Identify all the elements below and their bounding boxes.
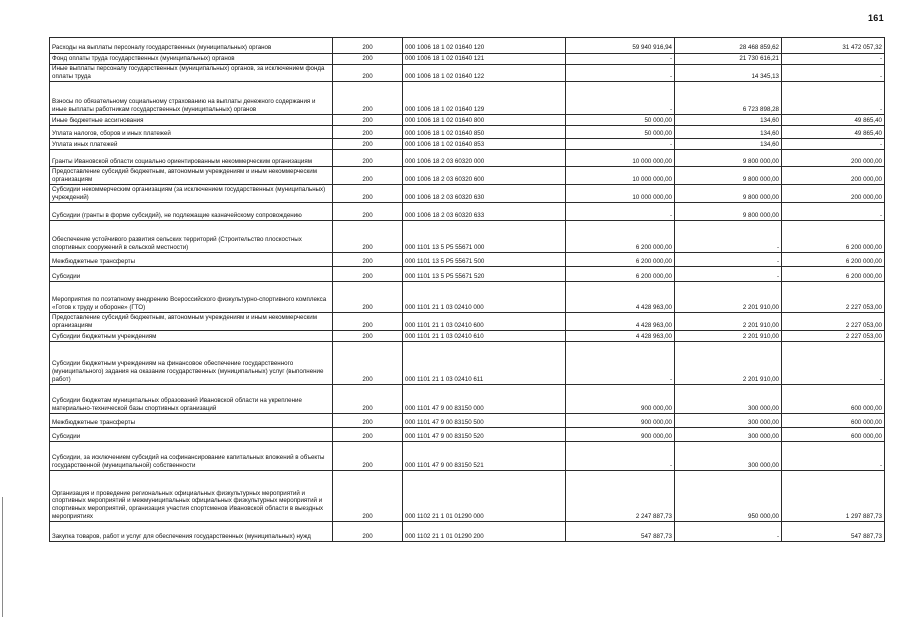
table-row	[50, 54, 885, 65]
row-line-code: 200	[333, 38, 403, 54]
row-approved-amount: 6 200 000,00	[566, 221, 675, 253]
row-budget-classification-code: 000 1006 18 2 03 60320 000	[403, 150, 566, 167]
row-line-code: 200	[333, 185, 403, 203]
row-budget-classification-code: 000 1101 47 9 00 83150 521	[403, 442, 566, 471]
row-line-code: 200	[333, 65, 403, 82]
row-name: Расходы на выплаты персоналу государственных (муниципальных) органов	[50, 38, 333, 54]
row-executed-amount: 2 201 910,00	[675, 331, 782, 342]
row-approved-amount: 4 428 963,00	[566, 282, 675, 313]
row-line-code: 200	[333, 267, 403, 282]
row-budget-classification-code: 000 1102 21 1 01 01290 200	[403, 522, 566, 542]
binder-edge-line	[2, 497, 3, 617]
row-line-code: 200	[333, 115, 403, 126]
row-unexecuted-amount: 2 227 053,00	[782, 331, 885, 342]
row-executed-amount: -	[675, 253, 782, 267]
table-row	[50, 471, 885, 522]
row-name: Субсидии бюджетным учреждениям	[50, 331, 333, 342]
row-name: Межбюджетные трансферты	[50, 253, 333, 267]
row-line-code: 200	[333, 342, 403, 385]
row-budget-classification-code: 000 1102 21 1 01 01290 000	[403, 471, 566, 522]
page-number: 161	[868, 13, 884, 23]
row-executed-amount: -	[675, 221, 782, 253]
row-line-code: 200	[333, 203, 403, 221]
row-name: Иные бюджетные ассигнования	[50, 115, 333, 126]
table-row	[50, 38, 885, 54]
row-executed-amount: 300 000,00	[675, 414, 782, 428]
row-unexecuted-amount: 49 865,40	[782, 115, 885, 126]
row-approved-amount: 900 000,00	[566, 414, 675, 428]
table-row	[50, 167, 885, 185]
row-line-code: 200	[333, 253, 403, 267]
table-row	[50, 385, 885, 414]
row-approved-amount: 59 940 916,94	[566, 38, 675, 54]
row-budget-classification-code: 000 1006 18 1 02 01640 129	[403, 82, 566, 115]
row-unexecuted-amount: 31 472 057,32	[782, 38, 885, 54]
row-budget-classification-code: 000 1006 18 1 02 01640 853	[403, 139, 566, 150]
table-row	[50, 267, 885, 282]
table-row	[50, 331, 885, 342]
row-executed-amount: -	[675, 267, 782, 282]
row-budget-classification-code: 000 1101 21 1 03 02410 610	[403, 331, 566, 342]
row-approved-amount: -	[566, 442, 675, 471]
row-executed-amount: 6 723 898,28	[675, 82, 782, 115]
row-approved-amount: 50 000,00	[566, 115, 675, 126]
row-approved-amount: 2 247 887,73	[566, 471, 675, 522]
row-approved-amount: 50 000,00	[566, 126, 675, 139]
row-approved-amount: 4 428 963,00	[566, 331, 675, 342]
row-budget-classification-code: 000 1006 18 1 02 01640 121	[403, 54, 566, 65]
row-name: Субсидии	[50, 428, 333, 442]
row-executed-amount: 2 201 910,00	[675, 342, 782, 385]
table-row	[50, 139, 885, 150]
row-budget-classification-code: 000 1006 18 2 03 60320 630	[403, 185, 566, 203]
row-budget-classification-code: 000 1101 13 5 P5 55671 000	[403, 221, 566, 253]
row-executed-amount: 9 800 000,00	[675, 203, 782, 221]
row-executed-amount: 134,60	[675, 126, 782, 139]
row-line-code: 200	[333, 150, 403, 167]
table-row	[50, 82, 885, 115]
row-name: Закупка товаров, работ и услуг для обеспечения государственных (муниципальных) нужд	[50, 522, 333, 542]
row-unexecuted-amount: -	[782, 442, 885, 471]
row-name: Уплата иных платежей	[50, 139, 333, 150]
row-budget-classification-code: 000 1006 18 2 03 60320 633	[403, 203, 566, 221]
row-executed-amount: 21 730 616,21	[675, 54, 782, 65]
row-unexecuted-amount: -	[782, 82, 885, 115]
row-budget-classification-code: 000 1101 47 9 00 83150 520	[403, 428, 566, 442]
row-name: Уплата налогов, сборов и иных платежей	[50, 126, 333, 139]
row-executed-amount: 9 800 000,00	[675, 167, 782, 185]
row-unexecuted-amount: 600 000,00	[782, 385, 885, 414]
table-row	[50, 126, 885, 139]
row-unexecuted-amount: 1 297 887,73	[782, 471, 885, 522]
row-approved-amount: 10 000 000,00	[566, 150, 675, 167]
row-unexecuted-amount: -	[782, 203, 885, 221]
table-row	[50, 282, 885, 313]
row-name: Межбюджетные трансферты	[50, 414, 333, 428]
row-name: Субсидии (гранты в форме субсидий), не подлежащие казначейскому сопровождению	[50, 203, 333, 221]
row-budget-classification-code: 000 1101 47 9 00 83150 500	[403, 414, 566, 428]
row-executed-amount: 300 000,00	[675, 442, 782, 471]
row-line-code: 200	[333, 54, 403, 65]
row-line-code: 200	[333, 167, 403, 185]
row-executed-amount: 134,60	[675, 115, 782, 126]
row-line-code: 200	[333, 126, 403, 139]
row-executed-amount: 300 000,00	[675, 428, 782, 442]
row-budget-classification-code: 000 1101 13 5 P5 55671 500	[403, 253, 566, 267]
row-approved-amount: -	[566, 342, 675, 385]
row-name: Субсидии бюджетным учреждениям на финансовое обеспечение государственного (муниципального) задания на оказание государственных (муниципальных) услуг (выполнение работ)	[50, 342, 333, 385]
row-line-code: 200	[333, 414, 403, 428]
row-unexecuted-amount: 2 227 053,00	[782, 313, 885, 331]
row-name: Обеспечение устойчивого развития сельских территорий (Строительство плоскостных спортивных сооружений в сельской местности)	[50, 221, 333, 253]
table-row	[50, 313, 885, 331]
row-unexecuted-amount: 600 000,00	[782, 428, 885, 442]
row-approved-amount: 900 000,00	[566, 385, 675, 414]
row-unexecuted-amount: -	[782, 54, 885, 65]
row-approved-amount: -	[566, 54, 675, 65]
row-budget-classification-code: 000 1006 18 1 02 01640 122	[403, 65, 566, 82]
row-budget-classification-code: 000 1006 18 1 02 01640 800	[403, 115, 566, 126]
row-line-code: 200	[333, 82, 403, 115]
row-unexecuted-amount: -	[782, 65, 885, 82]
row-unexecuted-amount: 547 887,73	[782, 522, 885, 542]
row-executed-amount: 950 000,00	[675, 471, 782, 522]
row-executed-amount: -	[675, 522, 782, 542]
row-approved-amount: 6 200 000,00	[566, 267, 675, 282]
row-approved-amount: 6 200 000,00	[566, 253, 675, 267]
row-name: Субсидии бюджетам муниципальных образований Ивановской области на укрепление материально-технической базы спортивных организаций	[50, 385, 333, 414]
row-unexecuted-amount: 49 865,40	[782, 126, 885, 139]
row-budget-classification-code: 000 1006 18 2 03 60320 600	[403, 167, 566, 185]
row-line-code: 200	[333, 428, 403, 442]
row-line-code: 200	[333, 331, 403, 342]
table-row	[50, 185, 885, 203]
row-unexecuted-amount: 600 000,00	[782, 414, 885, 428]
row-line-code: 200	[333, 442, 403, 471]
row-unexecuted-amount: 200 000,00	[782, 167, 885, 185]
row-name: Предоставление субсидий бюджетным, автономным учреждениям и иным некоммерческим организациям	[50, 313, 333, 331]
row-approved-amount: -	[566, 203, 675, 221]
row-approved-amount: 547 887,73	[566, 522, 675, 542]
row-executed-amount: 14 345,13	[675, 65, 782, 82]
row-approved-amount: 10 000 000,00	[566, 185, 675, 203]
table-row	[50, 65, 885, 82]
row-name: Иные выплаты персоналу государственных (муниципальных) органов, за исключением фонда оплаты труда	[50, 65, 333, 82]
row-unexecuted-amount: 6 200 000,00	[782, 267, 885, 282]
budget-execution-table	[49, 37, 885, 542]
row-line-code: 200	[333, 139, 403, 150]
table-row	[50, 115, 885, 126]
row-line-code: 200	[333, 522, 403, 542]
row-unexecuted-amount: 200 000,00	[782, 185, 885, 203]
table-row	[50, 221, 885, 253]
row-line-code: 200	[333, 282, 403, 313]
row-name: Субсидии, за исключением субсидий на софинансирование капитальных вложений в объекты государственной (муниципальной) собственности	[50, 442, 333, 471]
row-budget-classification-code: 000 1101 21 1 03 02410 600	[403, 313, 566, 331]
row-unexecuted-amount: -	[782, 139, 885, 150]
row-budget-classification-code: 000 1006 18 1 02 01640 120	[403, 38, 566, 54]
row-executed-amount: 9 800 000,00	[675, 185, 782, 203]
table-row	[50, 150, 885, 167]
row-budget-classification-code: 000 1101 47 9 00 83150 000	[403, 385, 566, 414]
row-executed-amount: 2 201 910,00	[675, 282, 782, 313]
row-approved-amount: -	[566, 139, 675, 150]
row-budget-classification-code: 000 1101 21 1 03 02410 000	[403, 282, 566, 313]
row-approved-amount: 900 000,00	[566, 428, 675, 442]
row-line-code: 200	[333, 385, 403, 414]
table-row	[50, 428, 885, 442]
row-approved-amount: 10 000 000,00	[566, 167, 675, 185]
row-line-code: 200	[333, 471, 403, 522]
row-unexecuted-amount: 200 000,00	[782, 150, 885, 167]
table-row	[50, 522, 885, 542]
row-budget-classification-code: 000 1101 21 1 03 02410 611	[403, 342, 566, 385]
table-row	[50, 342, 885, 385]
row-name: Взносы по обязательному социальному страхованию на выплаты денежного содержания и иные выплаты работникам государственных (муниципальных) органов	[50, 82, 333, 115]
row-name: Организация и проведение региональных официальных физкультурных мероприятий и спортивных мероприятий и межмуниципальных официальных физкультурных мероприятий и спортивных мероприятий, организация участия спортсменов Ивановской области в выездных мероприятиях	[50, 471, 333, 522]
row-name: Фонд оплаты труда государственных (муниципальных) органов	[50, 54, 333, 65]
row-budget-classification-code: 000 1101 13 5 P5 55671 520	[403, 267, 566, 282]
row-line-code: 200	[333, 313, 403, 331]
row-executed-amount: 2 201 910,00	[675, 313, 782, 331]
table-row	[50, 203, 885, 221]
row-executed-amount: 134,60	[675, 139, 782, 150]
row-budget-classification-code: 000 1006 18 1 02 01640 850	[403, 126, 566, 139]
row-executed-amount: 300 000,00	[675, 385, 782, 414]
row-name: Субсидии	[50, 267, 333, 282]
table-row	[50, 414, 885, 428]
row-approved-amount: 4 428 963,00	[566, 313, 675, 331]
row-approved-amount: -	[566, 65, 675, 82]
row-unexecuted-amount: 6 200 000,00	[782, 221, 885, 253]
row-name: Мероприятия по поэтапному внедрению Всероссийского физкультурно-спортивного комплекса «Готов к труду и обороне» (ГТО)	[50, 282, 333, 313]
row-executed-amount: 28 468 859,62	[675, 38, 782, 54]
row-unexecuted-amount: -	[782, 342, 885, 385]
row-unexecuted-amount: 6 200 000,00	[782, 253, 885, 267]
row-approved-amount: -	[566, 82, 675, 115]
row-unexecuted-amount: 2 227 053,00	[782, 282, 885, 313]
row-executed-amount: 9 800 000,00	[675, 150, 782, 167]
row-name: Субсидии некоммерческим организациям (за исключением государственных (муниципальных) учреждений)	[50, 185, 333, 203]
row-name: Предоставление субсидий бюджетным, автономным учреждениям и иным некоммерческим организациям	[50, 167, 333, 185]
row-name: Гранты Ивановской области социально ориентированным некоммерческим организациям	[50, 150, 333, 167]
table-row	[50, 253, 885, 267]
table-row	[50, 442, 885, 471]
row-line-code: 200	[333, 221, 403, 253]
